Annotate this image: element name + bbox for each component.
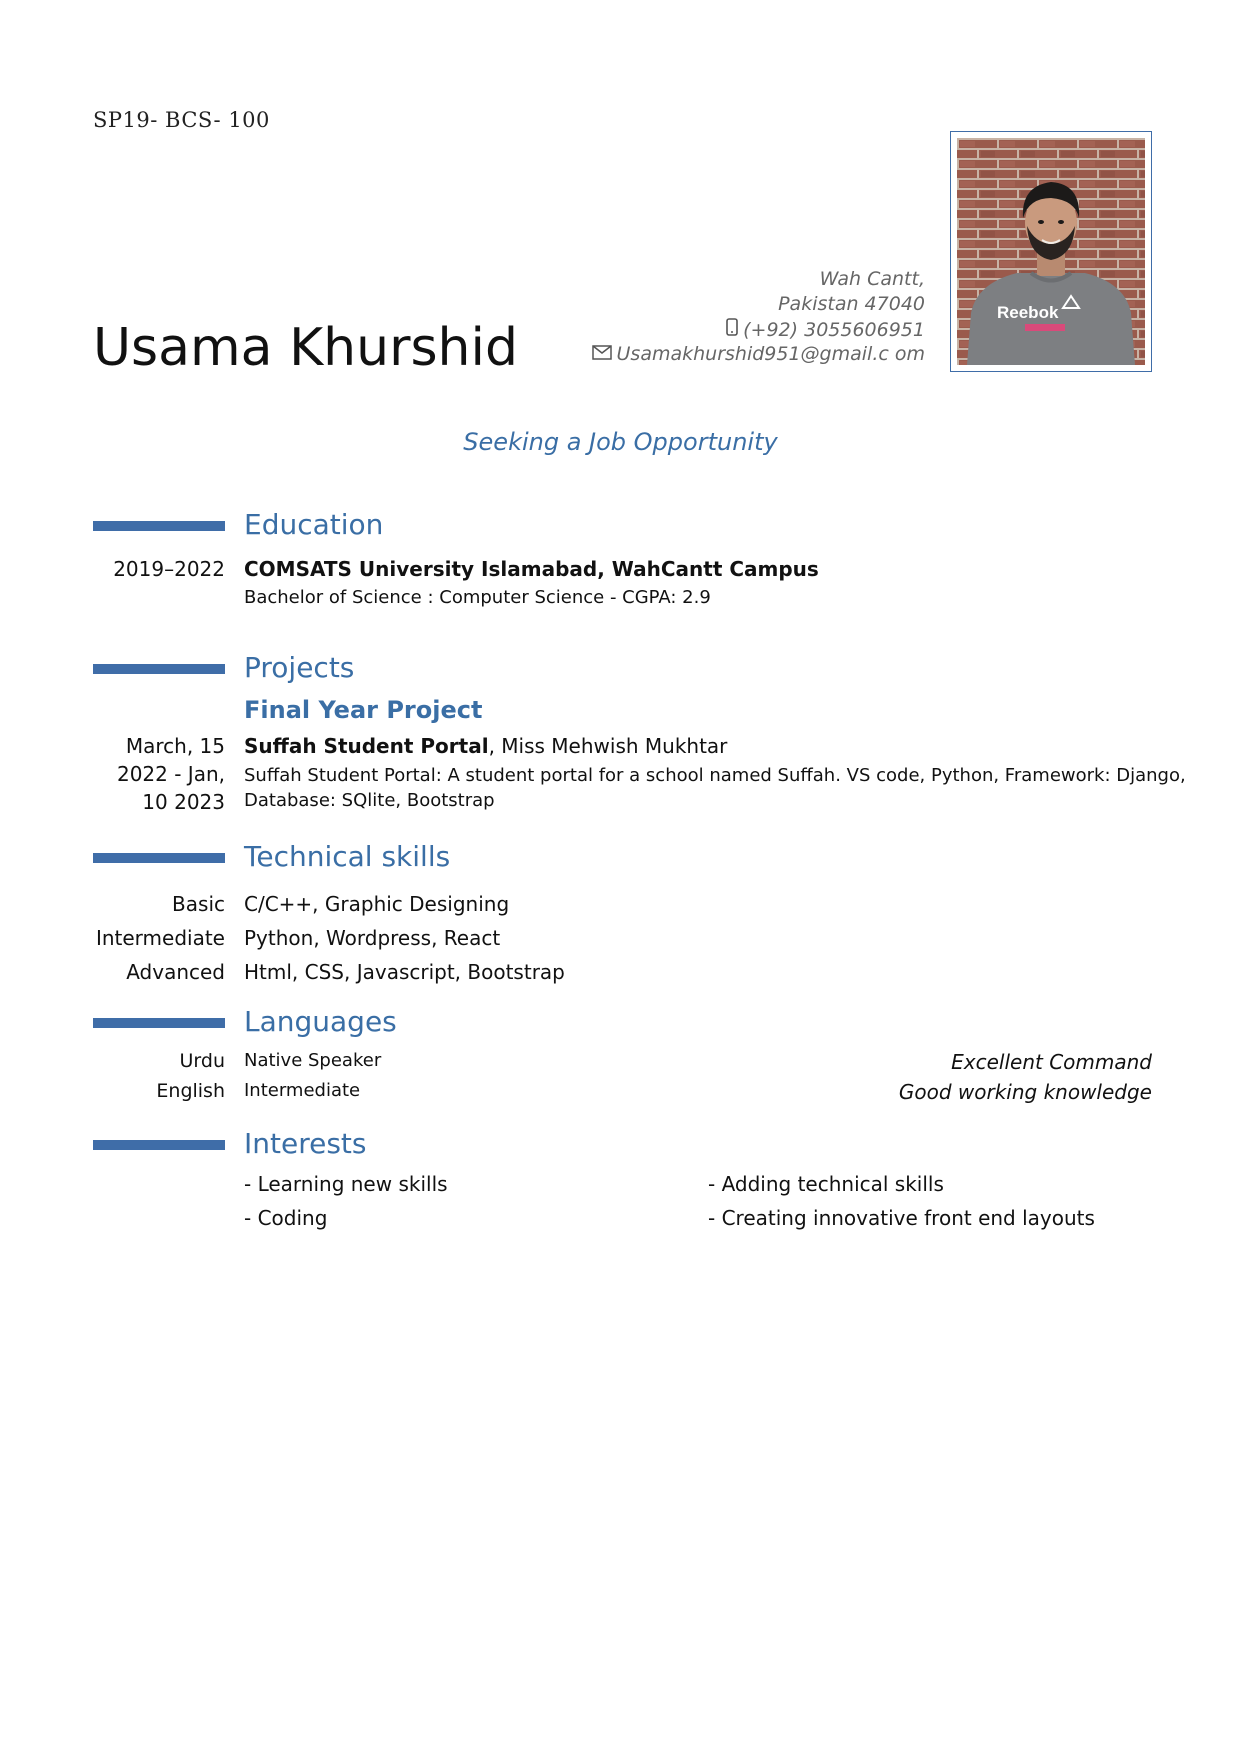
- education-section-title: Education: [244, 508, 384, 541]
- project-dates-line-3: 10 2023: [142, 790, 225, 814]
- project-title-row: [244, 734, 727, 758]
- education-section-bar: [93, 521, 225, 531]
- candidate-name: Usama Khurshid: [93, 318, 518, 378]
- languages-section-bar: [93, 1018, 225, 1028]
- language-comment-urdu: Excellent Command: [951, 1050, 1152, 1074]
- profile-photo-image: [957, 138, 1145, 365]
- skill-list-basic: C/C++, Graphic Designing: [244, 892, 510, 916]
- interests-section-bar: [93, 1140, 225, 1150]
- interest-item: - Creating innovative front end layouts: [708, 1206, 1095, 1230]
- svg-text:Reebok: Reebok: [997, 303, 1059, 322]
- skill-level-intermediate: Intermediate: [95, 926, 225, 950]
- address-line-2: Pakistan 47040: [778, 293, 925, 315]
- email-row: [592, 343, 925, 365]
- project-description-line-2: Database: SQlite, Bootstrap: [244, 790, 495, 811]
- address-line-1: Wah Cantt,: [819, 268, 925, 290]
- project-description-line-1: Suffah Student Portal: A student portal for a school named Suffah. VS code, Python, Framework: Django,: [244, 765, 1186, 786]
- phone-number: (+92) 3055606951: [743, 319, 925, 341]
- language-name-urdu: Urdu: [179, 1050, 225, 1072]
- skill-level-advanced: Advanced: [126, 960, 225, 984]
- projects-section-bar: [93, 664, 225, 674]
- mobile-phone-icon: [726, 318, 738, 341]
- project-dates-line-1: March, 15: [125, 734, 225, 758]
- skills-section-title: Technical skills: [244, 840, 451, 873]
- languages-section-title: Languages: [244, 1005, 397, 1038]
- project-name: Suffah Student Portal: [244, 734, 489, 758]
- language-name-english: English: [156, 1080, 225, 1102]
- profile-photo: [950, 131, 1152, 372]
- education-description: Bachelor of Science : Computer Science - CGPA: 2.9: [244, 587, 711, 608]
- skill-level-basic: Basic: [172, 892, 225, 916]
- projects-section-title: Projects: [244, 651, 355, 684]
- phone-row: [726, 318, 925, 341]
- education-dates: 2019–2022: [113, 557, 225, 581]
- email-address: Usamakhurshid951@gmail.c om: [616, 343, 925, 365]
- roll-number: SP19- BCS- 100: [93, 108, 270, 132]
- education-institution: COMSATS University Islamabad, WahCantt Campus: [244, 557, 819, 581]
- interests-section-title: Interests: [244, 1127, 367, 1160]
- projects-subheading: Final Year Project: [244, 696, 483, 724]
- skill-list-advanced: Html, CSS, Javascript, Bootstrap: [244, 960, 565, 984]
- interest-item: - Learning new skills: [244, 1172, 448, 1196]
- interest-item: - Adding technical skills: [708, 1172, 944, 1196]
- project-dates-line-2: 2022 - Jan,: [116, 762, 225, 786]
- project-supervisor: , Miss Mehwish Mukhtar: [488, 734, 728, 758]
- tagline: Seeking a Job Opportunity: [463, 428, 778, 456]
- envelope-icon: [592, 343, 612, 365]
- language-proficiency-english: Intermediate: [244, 1080, 361, 1101]
- skill-list-intermediate: Python, Wordpress, React: [244, 926, 501, 950]
- language-proficiency-urdu: Native Speaker: [244, 1050, 382, 1071]
- interest-item: - Coding: [244, 1206, 328, 1230]
- language-comment-english: Good working knowledge: [898, 1080, 1152, 1104]
- skills-section-bar: [93, 853, 225, 863]
